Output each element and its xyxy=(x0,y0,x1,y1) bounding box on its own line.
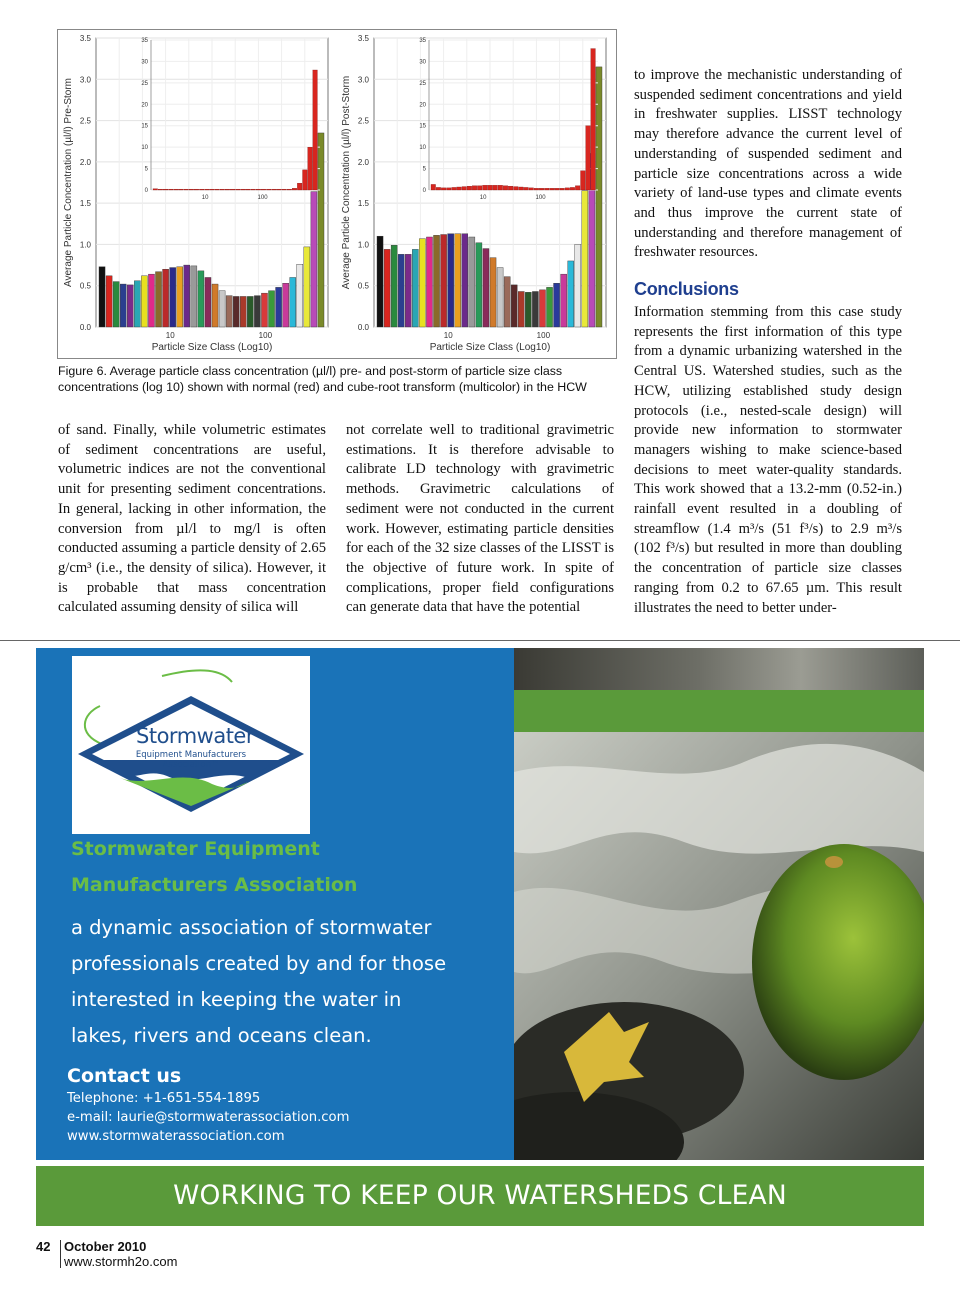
chart-1-inset-bar xyxy=(205,189,210,190)
chart-1-inset-bar xyxy=(236,189,241,190)
chart-1-bar xyxy=(120,284,126,327)
contact-email[interactable]: e-mail: laurie@stormwaterassociation.com xyxy=(67,1110,350,1125)
chart-2-inset-bar xyxy=(508,186,513,190)
chart-1-bar xyxy=(177,267,183,327)
chart-1-inset-bar xyxy=(313,70,318,190)
chart-2-inset-bar xyxy=(457,187,462,190)
chart-2-xtick: 10 xyxy=(443,331,453,340)
chart-2-bar xyxy=(596,67,602,327)
chart-2-xtick: 100 xyxy=(536,331,551,340)
stream-photo-illustration xyxy=(514,732,924,1160)
chart-1-inset-bar xyxy=(174,189,179,190)
contact-website[interactable]: www.stormwaterassociation.com xyxy=(67,1129,285,1144)
chart-1-inset-bar xyxy=(153,189,158,190)
chart-1-xtick: 10 xyxy=(165,331,175,340)
body-column-3-bottom xyxy=(634,303,902,618)
chart-2-inset-bar xyxy=(493,185,498,190)
chart-2-inset-ytick: 10 xyxy=(419,145,426,152)
chart-2-bar xyxy=(455,234,461,327)
contact-heading: Contact us xyxy=(67,1065,182,1087)
chart-2-ytick: 0.5 xyxy=(357,281,369,291)
chart-1-inset-ytick: 20 xyxy=(141,102,148,109)
footer-separator xyxy=(60,1240,61,1268)
chart-2-bar xyxy=(384,249,390,327)
chart-1-bar xyxy=(283,283,289,327)
chart-1-inset-bar xyxy=(168,189,173,190)
chart-1-bar xyxy=(318,133,324,327)
column-2-text: not correlate well to traditional gravimetric estimations. It is therefore advisable to calibrate LD technology with gravimetric methods. Gravimetric calculations of sediment were not conducted in the current work. However, estimating particle densities for each of the 32 size classes of the LISST is the objective of future work. In spite of complications, proper field configurations can generate data that have the potential xyxy=(346,422,614,616)
chart-2-inset-ytick: 30 xyxy=(419,59,426,66)
chart-1-bar xyxy=(163,269,169,327)
contact-telephone[interactable]: Telephone: +1-651-554-1895 xyxy=(67,1091,261,1106)
chart-1-bar xyxy=(205,277,211,327)
chart-2-inset-bar xyxy=(441,188,446,190)
chart-1-inset-bar xyxy=(251,189,256,190)
chart-2-inset-ytick: 35 xyxy=(419,38,426,44)
chart-1-ytick: 3.0 xyxy=(79,75,91,85)
column-1-text: of sand. Finally, while volumetric estimates of sediment concentrations are useful, volumetric indices are not the conventional unit for presenting sediment concentrations. In general, lacking in other information, the conversion from µl/l to mg/l is often conducted assuming a particle density of 2.65 g/cm³ (i.e., the density of silica). However, it is probable that mass concentration calculated assuming density of silica will xyxy=(58,422,326,616)
contact-details xyxy=(67,1089,349,1146)
chart-1-inset-bar xyxy=(297,183,302,190)
chart-2-inset-bar xyxy=(565,188,570,190)
chart-1-bar xyxy=(219,291,225,327)
chart-2-inset-bar xyxy=(467,186,472,190)
chart-2-bar xyxy=(532,291,538,327)
ad-photo-strip xyxy=(514,648,924,690)
chart-2-bar xyxy=(434,235,440,327)
chart-1-ytick: 2.0 xyxy=(79,157,91,167)
chart-1-bar xyxy=(247,296,253,327)
chart-1-inset-bar xyxy=(277,189,282,190)
chart-1-bar xyxy=(233,296,239,327)
chart-1-inset-ytick: 35 xyxy=(141,38,148,44)
chart-2-inset-bar xyxy=(498,185,503,190)
chart-1-bar xyxy=(134,281,140,327)
chart-1-ytick: 0.0 xyxy=(79,323,91,332)
chart-2-inset-bar xyxy=(503,186,508,190)
chart-2-inset-bar xyxy=(436,187,441,190)
chart-1-inset-ytick: 10 xyxy=(141,145,148,152)
chart-2-inset-bar xyxy=(586,126,591,190)
chart-2-bar xyxy=(525,292,531,327)
chart-1-inset-bar xyxy=(225,189,230,190)
chart-1-bar xyxy=(106,276,112,327)
chart-1-inset-bar xyxy=(292,188,297,190)
chart-2-inset-bar xyxy=(446,188,451,190)
chart-1-inset-ytick: 5 xyxy=(144,166,148,173)
chart-1-inset-ytick: 25 xyxy=(141,80,148,87)
chart-2-bar xyxy=(504,277,510,327)
chart-2-inset-bar xyxy=(550,188,555,190)
chart-1-inset-bar xyxy=(230,189,235,190)
chart-2-bar xyxy=(547,287,553,327)
chart-1-inset-xtick: 10 xyxy=(201,195,209,201)
chart-1-inset-bar xyxy=(308,147,313,190)
chart-1-bar xyxy=(170,268,176,327)
issue-date: October 2010 xyxy=(64,1239,147,1254)
chart-1-bar xyxy=(113,282,119,327)
org-name-line-1: Stormwater Equipment xyxy=(71,838,320,860)
chart-2-bar xyxy=(568,261,574,327)
chart-2-inset-xtick: 100 xyxy=(535,195,546,201)
chart-2-inset-bar xyxy=(534,188,539,190)
stream-photo xyxy=(514,732,924,1160)
chart-1-ytick: 1.5 xyxy=(79,199,91,209)
chart-2-ytick: 1.5 xyxy=(357,199,369,209)
chart-1-inset-ytick: 15 xyxy=(141,123,148,130)
chart-1-bar xyxy=(297,264,303,327)
chart-2-inset-bar xyxy=(544,188,549,190)
chart-2-bar xyxy=(575,244,581,327)
chart-1-inset-bar xyxy=(272,189,277,190)
chart-1-inset-bar xyxy=(215,189,220,190)
chart-2-inset-bar xyxy=(581,171,586,190)
org-name-line-2: Manufacturers Association xyxy=(71,874,358,896)
chart-1-inset-ytick: 30 xyxy=(141,59,148,66)
chart-2-inset-bar xyxy=(477,186,482,190)
chart-2-inset-bar xyxy=(560,188,565,190)
chart-1-inset-bar xyxy=(287,189,292,190)
figure-6 xyxy=(57,29,617,359)
advertisement[interactable] xyxy=(36,648,924,1226)
chart-2-ylabel: Average Particle Concentration (µl/l) Post-Storm xyxy=(341,75,352,290)
chart-1-bar xyxy=(212,284,218,327)
chart-2-inset-ytick: 20 xyxy=(419,102,426,109)
chart-1-ytick: 3.5 xyxy=(79,34,91,43)
chart-2-bar xyxy=(476,243,482,327)
chart-1-inset-xtick: 100 xyxy=(257,195,268,201)
chart-2-inset-ytick: 15 xyxy=(419,123,426,130)
tagline-line-4: lakes, rivers and oceans clean. xyxy=(71,1024,372,1047)
section-heading-conclusions: Conclusions xyxy=(634,279,739,299)
chart-1-bar xyxy=(127,285,133,327)
chart-2-inset-bar xyxy=(462,187,467,190)
chart-2-bar xyxy=(483,249,489,327)
chart-2-bar xyxy=(448,234,454,327)
page-divider xyxy=(0,640,960,641)
chart-1-inset-ytick: 0 xyxy=(144,188,148,194)
sema-logo-box xyxy=(72,656,310,834)
chart-2-inset-bar xyxy=(524,187,529,190)
figure-charts xyxy=(58,30,616,358)
tagline xyxy=(71,910,446,1054)
chart-1-inset-bar xyxy=(194,189,199,190)
chart-1-bar xyxy=(304,247,310,327)
chart-2-inset-bar xyxy=(483,185,488,190)
tagline-line-3: interested in keeping the water in xyxy=(71,988,402,1011)
chart-2-inset-bar xyxy=(519,187,524,190)
chart-1-bar xyxy=(99,267,105,327)
chart-2-inset-ytick: 0 xyxy=(422,188,426,194)
chart-1-bar xyxy=(269,291,275,327)
chart-2-inset-bar xyxy=(431,184,436,190)
chart-1-bar xyxy=(290,277,296,327)
chart-1-bar xyxy=(198,271,204,327)
chart-1-bar xyxy=(141,276,147,327)
chart-2-inset-bar xyxy=(514,187,519,190)
chart-2-bar xyxy=(490,258,496,327)
chart-2-ytick: 0.0 xyxy=(357,323,369,332)
column-3-top-text: to improve the mechanistic understanding of suspended sediment concentrations and yield in freshwater supplies. LISST technology may therefore advance the current level of understanding of suspended sediment and particle size concentrations across a wide variety of land-use types and climate events and thus improve the current state of understanding and therefore management of freshwater resources. xyxy=(634,67,902,261)
chart-1-bar xyxy=(226,296,232,327)
chart-1-inset-bar xyxy=(282,189,287,190)
chart-1-inset-bar xyxy=(163,189,168,190)
chart-2-bar xyxy=(582,191,588,327)
chart-2-bar xyxy=(391,245,397,327)
chart-1-ytick: 1.0 xyxy=(79,240,91,250)
body-column-1 xyxy=(58,421,326,618)
chart-1-inset-bar xyxy=(199,189,204,190)
logo-wordmark: Stormwater xyxy=(136,724,254,748)
chart-2-bar xyxy=(511,285,517,327)
chart-1-bar xyxy=(261,293,267,327)
chart-2-inset-ytick: 25 xyxy=(419,80,426,87)
chart-1-bar xyxy=(156,272,162,327)
chart-2-bar xyxy=(398,254,404,327)
chart-2-bar xyxy=(462,234,468,327)
chart-1-ytick: 2.5 xyxy=(79,116,91,126)
chart-1-inset-bar xyxy=(256,189,261,190)
figure-caption: Figure 6. Average particle class concentration (µl/l) pre- and post-storm of particle size class concentrations (log 10) shown with normal (red) and cube-root transform (multicolor) in the HCW xyxy=(58,364,587,394)
column-3-bottom-text: Information stemming from this case study represents the first information of this type from a dynamic urbanizing watershed in the Central US. Watershed studies, such as the HCW, utilizing established study design protocols (i.e., nested-scale design) will provide new information to stormwater managers wishing to make science-based decisions to meet water-quality standards. This work showed that a 13.2-mm (0.52-in.) rainfall event resulted in a doubling of streamflow (1.4 m³/s (51 f³/s) to 2.9 m³/s (102 f³/s) but resulted in more than doubling the concentration of particle size classes ranging from 0.2 to 67.65 µm. This result illustrates the need to better under- xyxy=(634,304,902,616)
chart-2-bar xyxy=(497,268,503,327)
chart-1-bar xyxy=(240,296,246,327)
chart-1-bar xyxy=(311,192,317,327)
chart-2-inset-bar xyxy=(570,187,575,190)
chart-2-bar xyxy=(419,239,425,327)
chart-1-bar xyxy=(254,296,260,327)
chart-1-xtick: 100 xyxy=(258,331,273,340)
chart-2-bar xyxy=(412,249,418,327)
chart-2-inset-xtick: 10 xyxy=(479,195,487,201)
chart-2-ytick: 3.0 xyxy=(357,75,369,85)
chart-1-ylabel: Average Particle Concentration (µl/l) Pre-Storm xyxy=(63,78,74,287)
chart-2-bar xyxy=(554,283,560,327)
logo-sub-1: Equipment Manufacturers xyxy=(135,750,247,760)
page-number: 42 xyxy=(36,1239,51,1254)
tagline-line-2: professionals created by and for those xyxy=(71,952,447,975)
chart-2-inset-bar xyxy=(488,185,493,190)
magazine-url[interactable]: www.stormh2o.com xyxy=(64,1254,178,1269)
chart-1-inset-bar xyxy=(158,189,163,190)
chart-2-ytick: 1.0 xyxy=(357,240,369,250)
chart-1-inset-bar xyxy=(179,189,184,190)
chart-2-inset-bar xyxy=(452,187,457,190)
chart-2-inset-bar xyxy=(472,186,477,190)
chart-2-ytick: 2.5 xyxy=(357,116,369,126)
chart-2-inset-bar xyxy=(591,49,596,190)
chart-1-bar xyxy=(276,287,282,327)
logo-sub-2: Association™ xyxy=(162,760,220,770)
chart-1-bar xyxy=(184,265,190,327)
chart-2-bar xyxy=(561,274,567,327)
chart-2-xlabel: Particle Size Class (Log10) xyxy=(429,342,551,353)
chart-1-inset-bar xyxy=(266,189,271,190)
chart-2-bar xyxy=(539,290,545,327)
chart-2-inset-bar xyxy=(539,188,544,190)
chart-1-bar xyxy=(148,274,154,327)
chart-2-inset-ytick: 5 xyxy=(422,166,426,173)
chart-2-ytick: 2.0 xyxy=(357,157,369,167)
chart-2-inset-bar xyxy=(575,186,580,190)
ad-banner xyxy=(36,1166,924,1226)
chart-2-inset-bar xyxy=(529,188,534,190)
chart-1-inset-bar xyxy=(241,189,246,190)
ad-green-band xyxy=(514,690,924,732)
ad-banner-text: WORKING TO KEEP OUR WATERSHEDS CLEAN xyxy=(173,1180,787,1211)
chart-1-inset-bar xyxy=(303,170,308,190)
chart-2-bar xyxy=(405,254,411,327)
chart-1-inset-bar xyxy=(189,189,194,190)
chart-2-bar xyxy=(426,237,432,327)
tagline-line-1: a dynamic association of stormwater xyxy=(71,916,432,939)
chart-1-inset-bar xyxy=(246,189,251,190)
chart-1-ytick: 0.5 xyxy=(79,281,91,291)
body-column-2 xyxy=(346,421,614,618)
chart-1-xlabel: Particle Size Class (Log10) xyxy=(151,342,273,353)
chart-1-inset-bar xyxy=(261,189,266,190)
chart-1-inset-bar xyxy=(184,189,189,190)
chart-1-bar xyxy=(191,266,197,327)
chart-2-bar xyxy=(469,237,475,327)
body-column-3-top xyxy=(634,66,902,263)
chart-2-bar xyxy=(377,236,383,327)
chart-2-bar xyxy=(441,235,447,327)
chart-2-bar xyxy=(518,291,524,327)
chart-2-inset-bar xyxy=(555,188,560,190)
chart-2-ytick: 3.5 xyxy=(357,34,369,43)
chart-1-inset-bar xyxy=(210,189,215,190)
chart-1-inset-bar xyxy=(220,189,225,190)
